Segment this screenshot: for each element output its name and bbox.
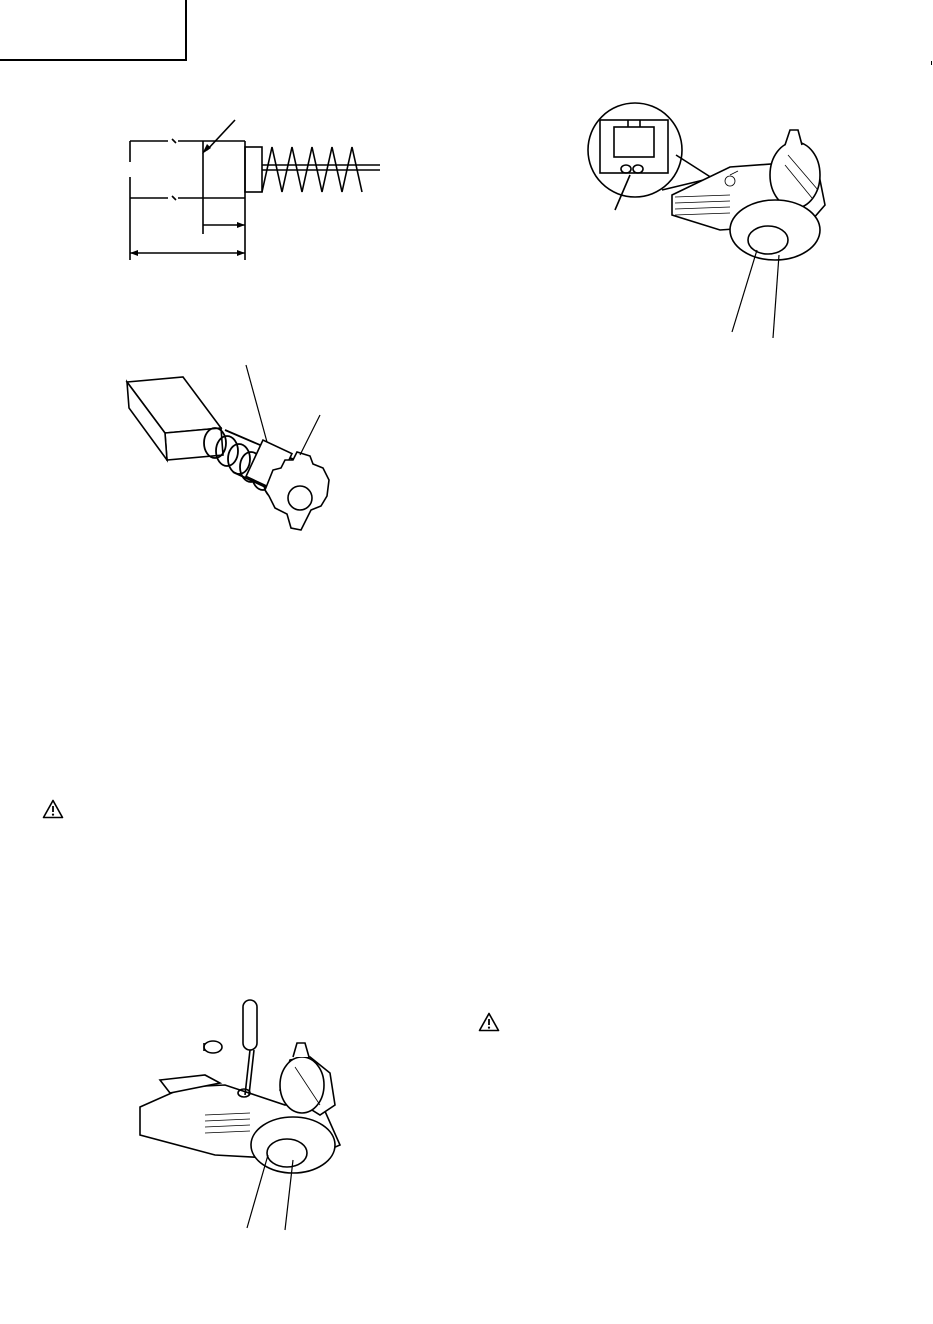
page-tab-box xyxy=(0,0,187,61)
warning-triangle-icon xyxy=(42,799,64,819)
brush-assembly xyxy=(115,360,340,540)
warning-triangle-icon xyxy=(478,1012,500,1032)
brush-wear-diagram xyxy=(120,110,390,270)
brush-inspection-drill xyxy=(580,95,835,345)
brush-cap-removal xyxy=(125,995,350,1235)
corner-mark xyxy=(931,61,932,65)
